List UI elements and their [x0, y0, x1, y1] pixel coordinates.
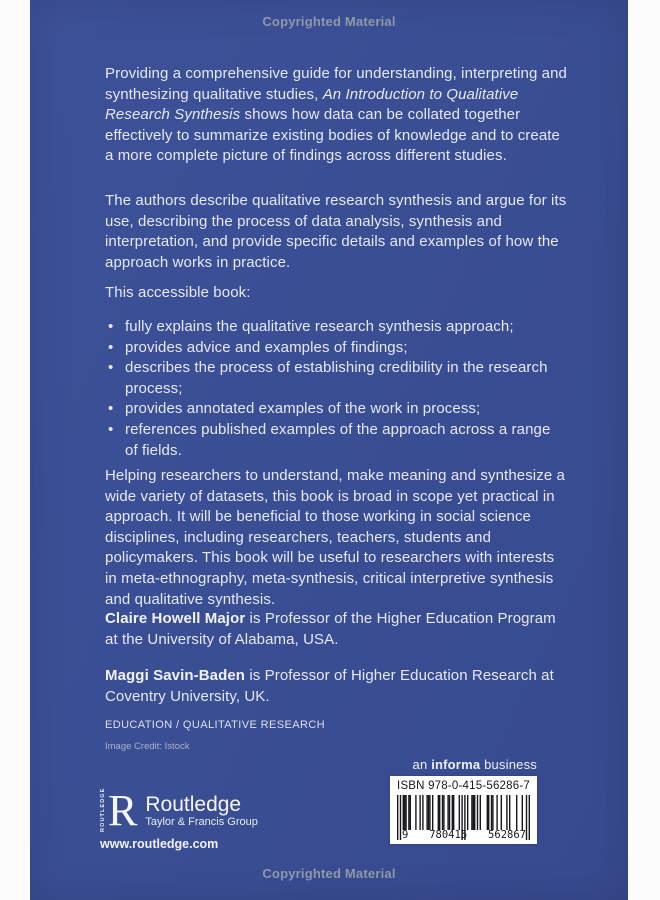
informa-wordmark: informa: [431, 757, 481, 772]
synopsis-p1-pre: Providing a comprehensive guide for understanding, interpreting and synthesizing qualitative studies,: [105, 65, 567, 103]
author-bio-1: [105, 609, 568, 650]
publisher-website: www.routledge.com: [100, 837, 219, 851]
barcode-digit-group: 562867: [488, 829, 526, 841]
barcode-digit-group: 9: [402, 829, 409, 841]
informa-business-line: [413, 757, 537, 772]
subject-category-label: EDUCATION / QUALITATIVE RESEARCH: [105, 719, 325, 731]
author-1-name: Claire Howell Major: [105, 610, 246, 627]
publisher-block: [100, 786, 258, 851]
feature-list: [105, 317, 568, 461]
author-1-bio-text: is Professor of the Higher Education Program at the University of Alabama, USA.: [105, 610, 556, 648]
feature-item: • provides advice and examples of findings;: [105, 338, 565, 359]
synopsis-paragraph-3: Helping researchers to understand, make meaning and synthesize a wide variety of datasets, this book is broad in scope yet practical in approach. It will be beneficial to those working in social science disciplines, including researchers, teachers, students and policymakers. This book will be useful to researchers with interests in meta-ethnography, meta-synthesis, critical interpretive synthesis and qualitative synthesis.: [105, 467, 565, 608]
barcode-digits: [402, 829, 526, 841]
feature-item: • provides annotated examples of the work in process;: [105, 399, 565, 420]
barcode-digit-group: 780415: [429, 829, 468, 841]
routledge-vertical-wordmark: ROUTLEDGE: [100, 787, 106, 832]
image-credit-label: Image Credit: Istock: [105, 741, 190, 752]
feature-list-intro: This accessible book:: [105, 284, 251, 301]
copyright-watermark-top: Copyrighted Material: [262, 14, 396, 29]
publisher-name-group: [145, 791, 257, 829]
publisher-name: Routledge: [145, 793, 242, 816]
author-2-bio-text: is Professor of Higher Education Research at Coventry University, UK.: [105, 667, 554, 705]
copyright-watermark-bottom: Copyrighted Material: [262, 866, 396, 881]
synopsis-paragraph-2: The authors describe qualitative research synthesis and argue for its use, describing the process of data analysis, synthesis and interpretation, and provide specific details and examples of how the approach works in practice.: [105, 192, 567, 271]
author-2-name: Maggi Savin-Baden: [105, 667, 246, 684]
isbn-number-label: ISBN 978-0-415-56286-7: [397, 780, 530, 792]
synopsis-paragraph-1: [105, 64, 568, 167]
feature-item: • fully explains the qualitative research synthesis approach;: [105, 317, 565, 338]
book-title-italic: An Introduction to Qualitative Research Synthesis: [105, 85, 519, 124]
back-cover: [30, 0, 628, 900]
informa-pre: an: [412, 757, 432, 772]
isbn-barcode-panel: [390, 776, 537, 844]
informa-post: business: [480, 757, 537, 772]
ean13-barcode: [397, 795, 530, 842]
feature-item: • describes the process of establishing credibility in the research process;: [105, 358, 565, 399]
feature-item: • references published examples of the approach across a range of fields.: [105, 420, 565, 461]
publisher-group-name: Taylor & Francis Group: [145, 816, 258, 828]
routledge-r-mark-icon: [100, 786, 138, 835]
routledge-r-letter: R: [108, 786, 138, 835]
synopsis-p1-post: shows how data can be collated together effectively to summarize existing bodies of knowledge and to create a more complete picture of findings across different studies.: [105, 106, 561, 165]
author-bio-2: [105, 666, 568, 707]
routledge-logo: [100, 786, 258, 835]
